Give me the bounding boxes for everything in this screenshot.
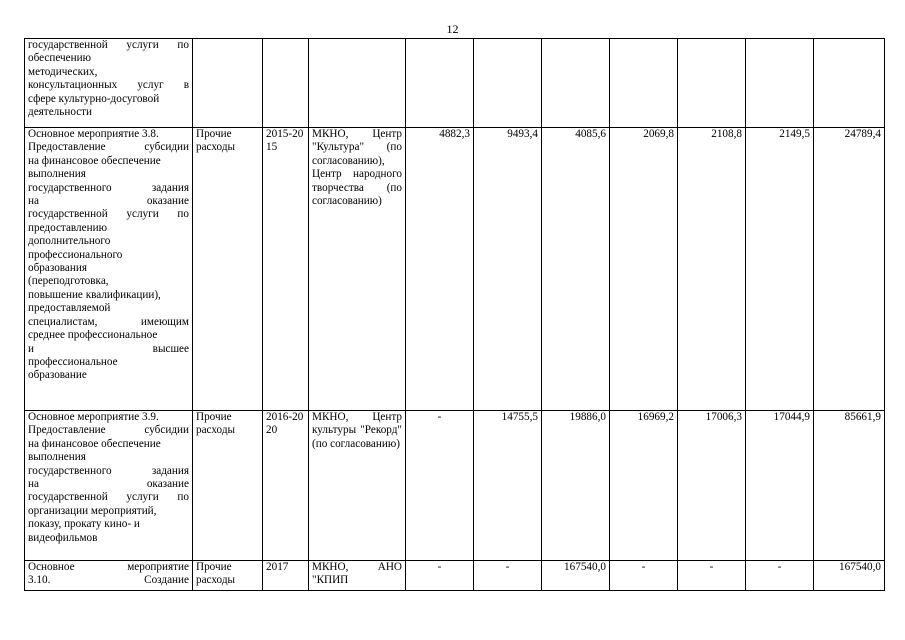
description-line: (переподготовка, [28, 275, 109, 288]
description-line: государственной услуги по [28, 491, 189, 504]
year-value-cell: - [610, 561, 678, 591]
table-row [25, 128, 885, 411]
year-value-cell: 167540,0 [542, 561, 610, 591]
description-line: сфере культурно-досуговой [28, 92, 160, 105]
implementation-years-cell: 2017 [263, 561, 309, 591]
year-value-cell [542, 39, 610, 128]
year-value-cell: - [746, 561, 814, 591]
total-value-cell: 24789,4 [814, 128, 885, 411]
activity-description-cell [25, 561, 193, 591]
year-value-cell: 4085,6 [542, 128, 610, 411]
description-line: на оказание [28, 195, 189, 208]
executor-cell: МКНО, АНО "КПИП [309, 561, 406, 591]
expense-type-cell: Прочие расходы [193, 561, 263, 591]
year-value-cell: 16969,2 [610, 411, 678, 561]
description-line: и высшее [28, 342, 189, 355]
total-value-cell: 167540,0 [814, 561, 885, 591]
description-line: на финансовое обеспечение [28, 154, 161, 167]
year-value-cell: - [474, 561, 542, 591]
description-line: деятельности [28, 106, 93, 119]
description-line: выполнения [28, 451, 86, 464]
year-value-cell [610, 39, 678, 128]
description-line: Предоставление субсидии [28, 424, 189, 437]
table-row [25, 411, 885, 561]
description-line: государственной услуги по [28, 39, 189, 51]
description-line: организации мероприятий, [28, 504, 157, 517]
page-number: 12 [446, 22, 459, 36]
year-value-cell: 2149,5 [746, 128, 814, 411]
total-value-cell [814, 39, 885, 128]
program-activities-table [24, 38, 885, 591]
description-line: государственной услуги по [28, 208, 189, 221]
year-value-cell: 2108,8 [678, 128, 746, 411]
expense-type-cell [193, 39, 263, 128]
description-line: на оказание [28, 478, 189, 491]
description-line: предоставлению [28, 221, 107, 234]
activity-description-cell [25, 411, 193, 561]
description-line: Предоставление субсидии [28, 141, 189, 154]
description-line: повышение квалификации), [28, 288, 161, 301]
year-value-cell: 17044,9 [746, 411, 814, 561]
executor-cell: МКНО, Центр культуры "Рекорд" (по согласованию) [309, 411, 406, 561]
total-value-cell: 85661,9 [814, 411, 885, 561]
description-line: Основное мероприятие 3.8. [28, 128, 159, 140]
year-value-cell: - [406, 561, 474, 591]
year-value-cell: 9493,4 [474, 128, 542, 411]
expense-type-cell: Прочие расходы [193, 128, 263, 411]
table-row [25, 561, 885, 591]
description-line: государственного задания [28, 464, 189, 477]
implementation-years-cell [263, 39, 309, 128]
description-line: государственного задания [28, 181, 189, 194]
implementation-years-cell: 2016-2020 [263, 411, 309, 561]
implementation-years-cell: 2015-2015 [263, 128, 309, 411]
description-line: специалистам, имеющим [28, 315, 189, 328]
executor-cell: МКНО, Центр "Культура" (по согласованию), Центр народного творчества (по согласованию) [309, 128, 406, 411]
description-line: обеспечению [28, 52, 91, 65]
expense-type-cell: Прочие расходы [193, 411, 263, 561]
year-value-cell: 14755,5 [474, 411, 542, 561]
description-line: показу, прокату кино- и [28, 518, 140, 531]
year-value-cell: 17006,3 [678, 411, 746, 561]
description-line: 3.10. Создание [28, 574, 189, 587]
description-line: образование [28, 369, 87, 382]
year-value-cell: - [678, 561, 746, 591]
activity-description-cell [25, 128, 193, 411]
description-line: профессионального [28, 248, 123, 261]
year-value-cell [406, 39, 474, 128]
description-line: консультационных услуг в [28, 79, 189, 92]
year-value-cell: 19886,0 [542, 411, 610, 561]
description-line: Основное мероприятие 3.9. [28, 411, 159, 423]
description-line: предоставляемой [28, 302, 111, 315]
description-line: дополнительного [28, 235, 111, 248]
description-line: методических, [28, 65, 98, 78]
description-line: выполнения [28, 168, 86, 181]
activity-description-cell [25, 39, 193, 128]
year-value-cell: 2069,8 [610, 128, 678, 411]
table-row [25, 39, 885, 128]
description-line: видеофильмов [28, 531, 98, 544]
year-value-cell: - [406, 411, 474, 561]
description-line: на финансовое обеспечение [28, 437, 161, 450]
description-line: образования [28, 262, 88, 275]
year-value-cell [678, 39, 746, 128]
executor-cell [309, 39, 406, 128]
description-line: среднее профессиональное [28, 329, 158, 342]
year-value-cell [746, 39, 814, 128]
year-value-cell [474, 39, 542, 128]
description-line: профессиональное [28, 355, 118, 368]
description-line: Основное мероприятие [28, 561, 189, 573]
year-value-cell: 4882,3 [406, 128, 474, 411]
